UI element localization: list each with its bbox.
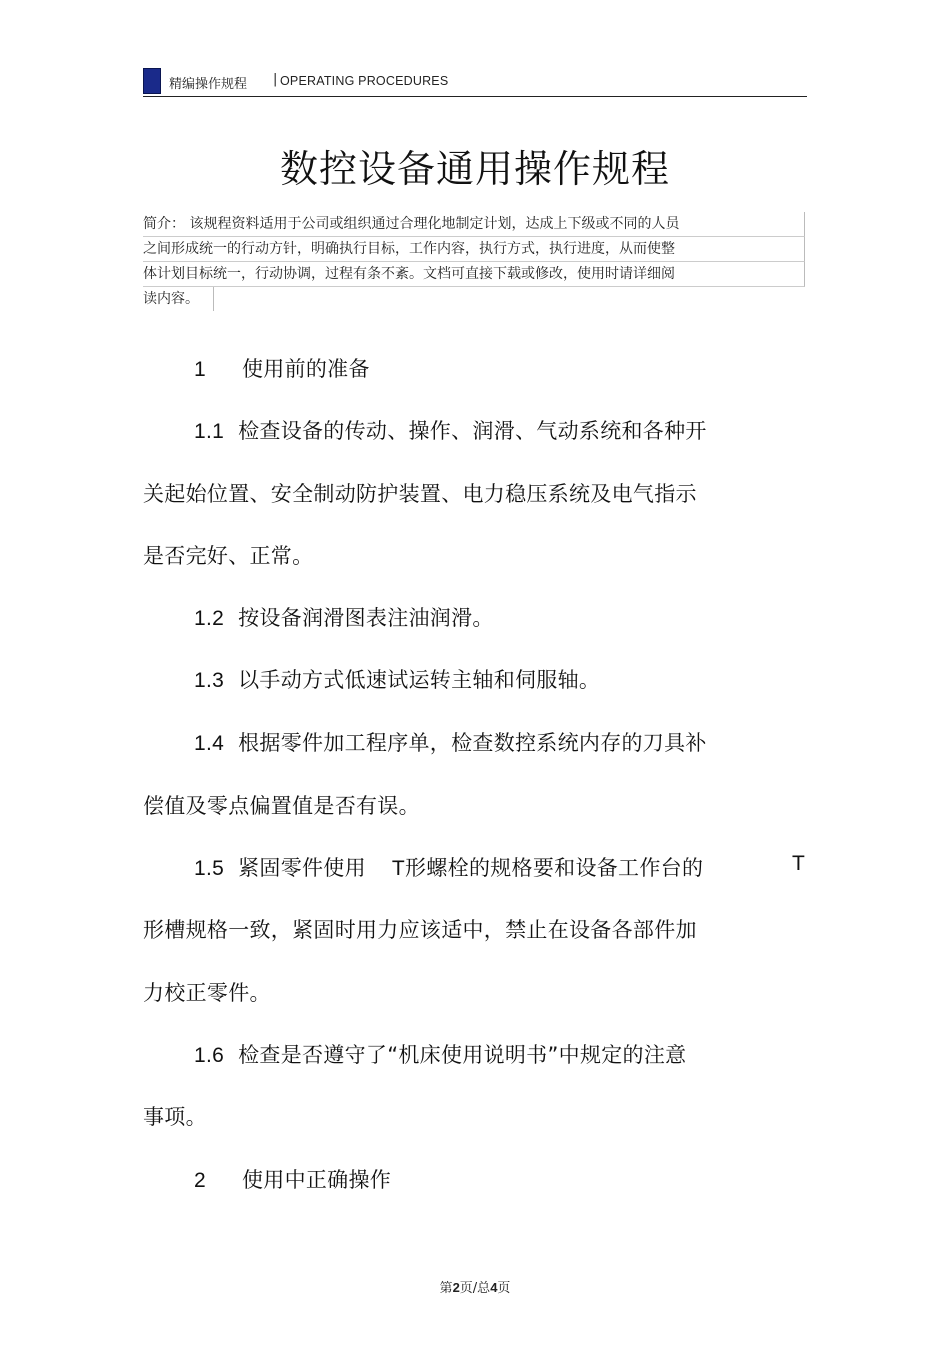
paragraph-text: 检查设备的传动、操作、润滑、气动系统和各种开: [238, 419, 707, 443]
paragraph-text: 紧固零件使用: [238, 856, 366, 880]
footer-text: 第: [439, 1281, 453, 1296]
paragraph-text: 是否完好、正常。: [143, 544, 314, 568]
footer-text: 页/总: [459, 1281, 491, 1296]
section-1-heading: [194, 353, 370, 383]
page-total: 4: [490, 1280, 498, 1295]
section-number: 1: [194, 358, 206, 381]
section-title: 使用前的准备: [241, 357, 370, 381]
paragraph-text: 力校正零件。: [143, 981, 271, 1005]
page-footer: [0, 1277, 950, 1296]
clause-number: 1.1: [194, 420, 225, 443]
clause-number: 1.3: [194, 669, 225, 692]
abstract-block: [143, 212, 805, 311]
header-en-title: OPERATING PROCEDURES: [280, 74, 449, 88]
header-separator: |: [273, 72, 278, 87]
clause-number: 1.5: [194, 857, 225, 880]
section-2-heading: [194, 1164, 391, 1194]
paragraph-text: 检查是否遵守了“机床使用说明书”中规定的注意: [238, 1043, 687, 1067]
section-number: 2: [194, 1169, 206, 1192]
page-header: [143, 66, 807, 97]
header-cn-title: 精编操作规程: [169, 77, 248, 92]
letter-t: T: [391, 857, 406, 880]
paragraph-text: 根据零件加工程序单，检查数控系统内存的刀具补: [238, 731, 707, 755]
paragraph-text: 形螺栓的规格要和设备工作台的: [405, 856, 704, 880]
abstract-line: 之间形成统一的行动方针，明确执行目标，工作内容，执行方式，执行进度，从而使整: [143, 237, 805, 262]
paragraph-text: 关起始位置、安全制动防护装置、电力稳压系统及电气指示: [143, 482, 697, 506]
paragraph-text: 形槽规格一致，紧固时用力应该适中，禁止在设备各部件加: [143, 918, 697, 942]
section-title: 使用中正确操作: [241, 1168, 392, 1192]
abstract-line: 体计划目标统一，行动协调，过程有条不紊。文档可直接下载或修改，使用时请详细阅: [143, 262, 805, 287]
document-title: 数控设备通用操作规程: [279, 147, 670, 191]
footer-text: 页: [497, 1281, 511, 1296]
paragraph-text: 以手动方式低速试运转主轴和伺服轴。: [238, 668, 601, 692]
logo-icon: [143, 68, 161, 94]
paragraph-text: 偿值及零点偏置值是否有误。: [143, 794, 420, 818]
clause-number: 1.2: [194, 607, 225, 630]
paragraph-1-6: [194, 1039, 686, 1069]
paragraph-text: 事项。: [143, 1105, 207, 1129]
clause-number: 1.4: [194, 732, 225, 755]
paragraph-text: 按设备润滑图表注油润滑。: [238, 606, 494, 630]
page-number: 2: [452, 1280, 460, 1295]
paragraph-1-3: [194, 664, 600, 694]
paragraph-1-2: [194, 602, 494, 632]
clause-number: 1.6: [194, 1044, 225, 1067]
letter-t: T: [792, 852, 806, 875]
abstract-line: 读内容。: [143, 287, 214, 311]
paragraph-1-1: [194, 415, 707, 445]
paragraph-1-4: [194, 727, 707, 757]
paragraph-1-5: [194, 852, 703, 882]
abstract-line: 简介： 该规程资料适用于公司或组织通过合理化地制定计划，达成上下级或不同的人员: [143, 212, 805, 237]
